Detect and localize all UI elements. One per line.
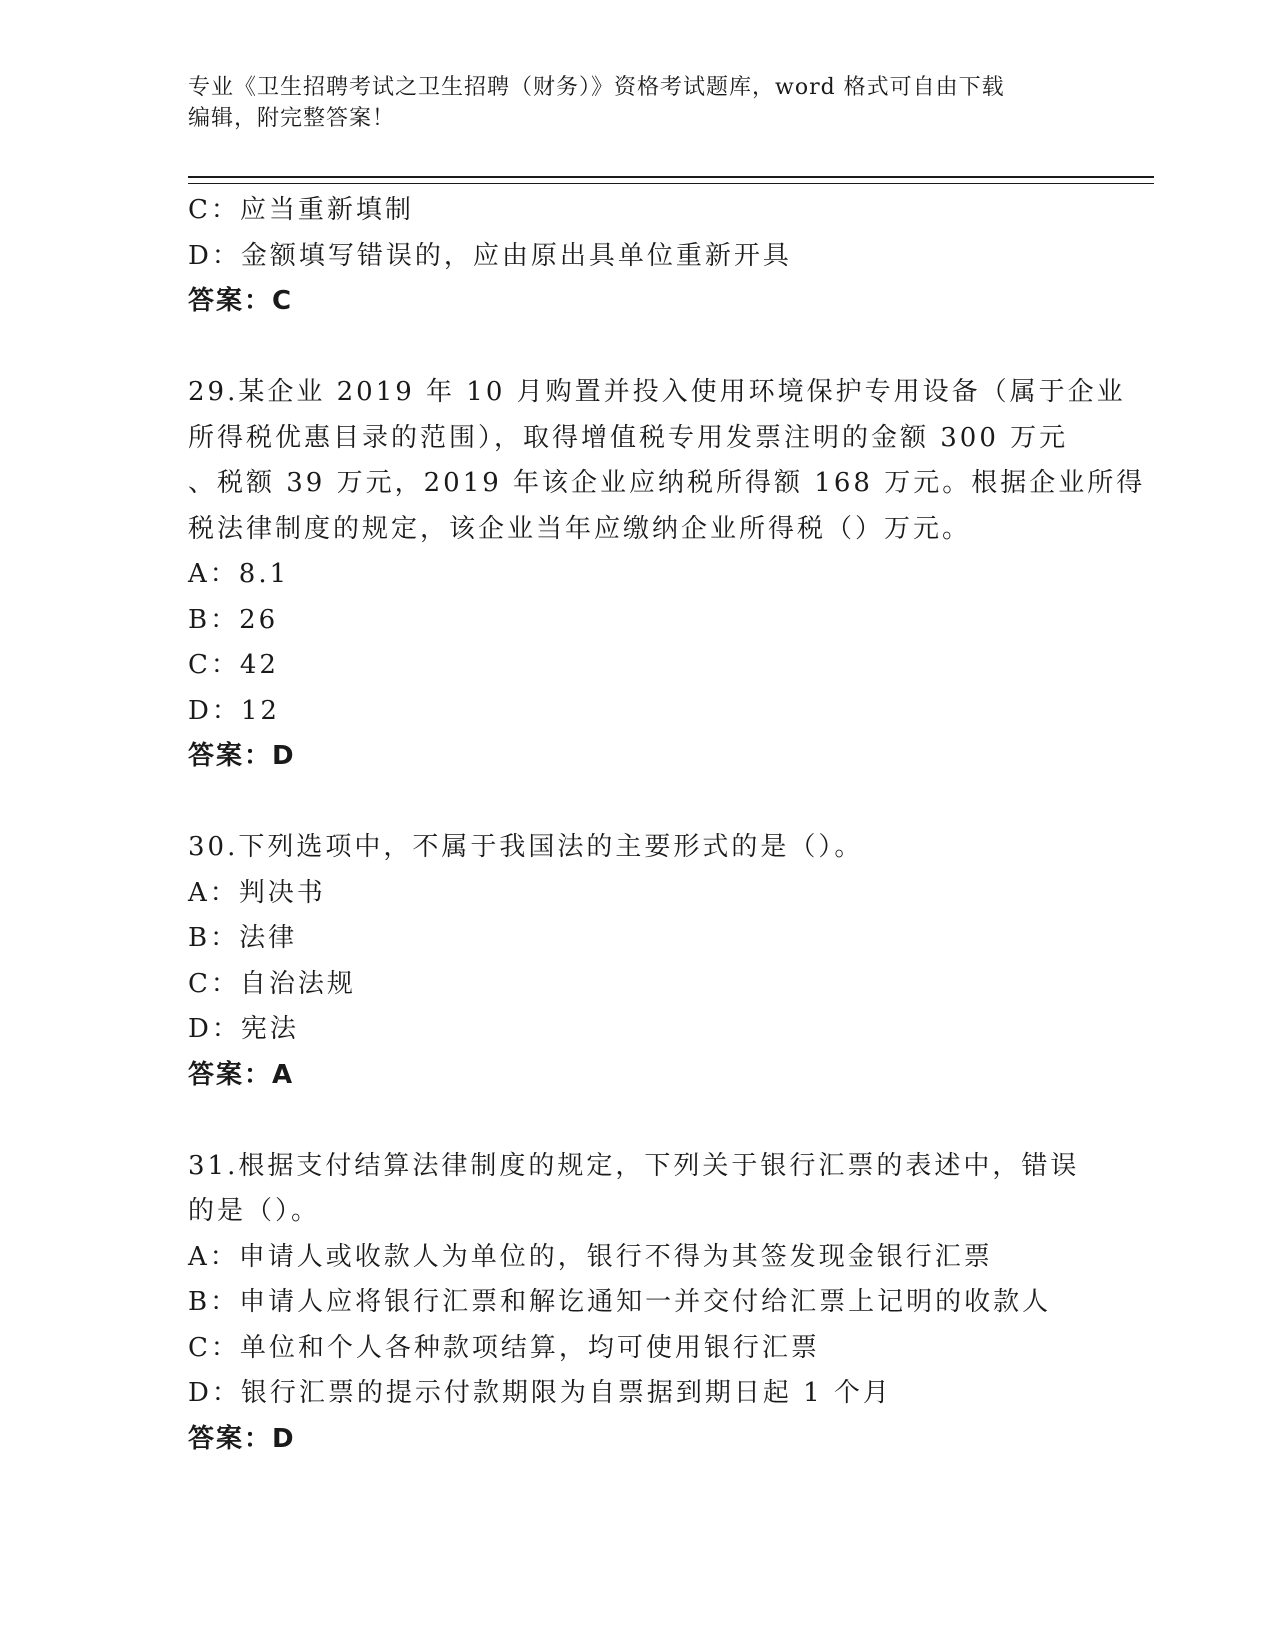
option-d: D：宪法 (188, 1014, 299, 1044)
page-header (188, 72, 1088, 134)
option-c: C：42 (188, 650, 279, 680)
option-b: B：法律 (188, 923, 298, 953)
option-a: A：8.1 (188, 559, 290, 589)
header-divider-thin (188, 183, 1154, 184)
header-divider-thick (188, 176, 1154, 178)
spacer (188, 780, 1088, 826)
option-c: C：应当重新填制 (188, 195, 414, 225)
spacer (188, 1098, 1088, 1144)
previous-question-tail (188, 188, 1088, 325)
question-stem-line: 、税额 39 万元，2019 年该企业应纳税所得额 168 万元。根据企业所得 (188, 468, 1146, 498)
question-29 (188, 370, 1146, 780)
question-content (188, 188, 1146, 1462)
answer-line: 答案：D (188, 741, 296, 771)
option-c: C：单位和个人各种款项结算，均可使用银行汇票 (188, 1332, 820, 1363)
question-stem-line: 29.某企业 2019 年 10 月购置并投入使用环境保护专用设备（属于企业 (188, 377, 1126, 407)
question-31 (188, 1144, 1088, 1463)
option-b: B：申请人应将银行汇票和解讫通知一并交付给汇票上记明的收款人 (188, 1287, 1052, 1317)
header-line-1: 专业《卫生招聘考试之卫生招聘（财务）》资格考试题库，word 格式可自由下载 (188, 75, 1005, 100)
option-d: D：金额填写错误的，应由原出具单位重新开具 (188, 240, 792, 271)
question-stem-line: 的是（）。 (188, 1196, 321, 1226)
question-stem-line: 31.根据支付结算法律制度的规定，下列关于银行汇票的表述中，错误 (188, 1150, 1080, 1181)
answer-line: 答案：D (188, 1423, 296, 1454)
answer-line: 答案：C (188, 286, 294, 316)
question-stem-line: 税法律制度的规定，该企业当年应缴纳企业所得税（）万元。 (188, 513, 972, 544)
option-b: B：26 (188, 604, 279, 635)
option-d: D：12 (188, 695, 280, 726)
spacer (188, 325, 1088, 371)
answer-line: 答案：A (188, 1059, 295, 1090)
option-c: C：自治法规 (188, 968, 356, 999)
option-a: A：申请人或收款人为单位的，银行不得为其签发现金银行汇票 (188, 1241, 993, 1272)
question-stem-line: 所得税优惠目录的范围），取得增值税专用发票注明的金额 300 万元 (188, 422, 1069, 453)
question-stem-line: 30.下列选项中，不属于我国法的主要形式的是（）。 (188, 832, 864, 862)
header-line-2: 编辑，附完整答案！ (188, 106, 396, 131)
question-30 (188, 825, 1088, 1098)
option-a: A：判决书 (188, 877, 326, 908)
option-d: D：银行汇票的提示付款期限为自票据到期日起 1 个月 (188, 1378, 892, 1408)
